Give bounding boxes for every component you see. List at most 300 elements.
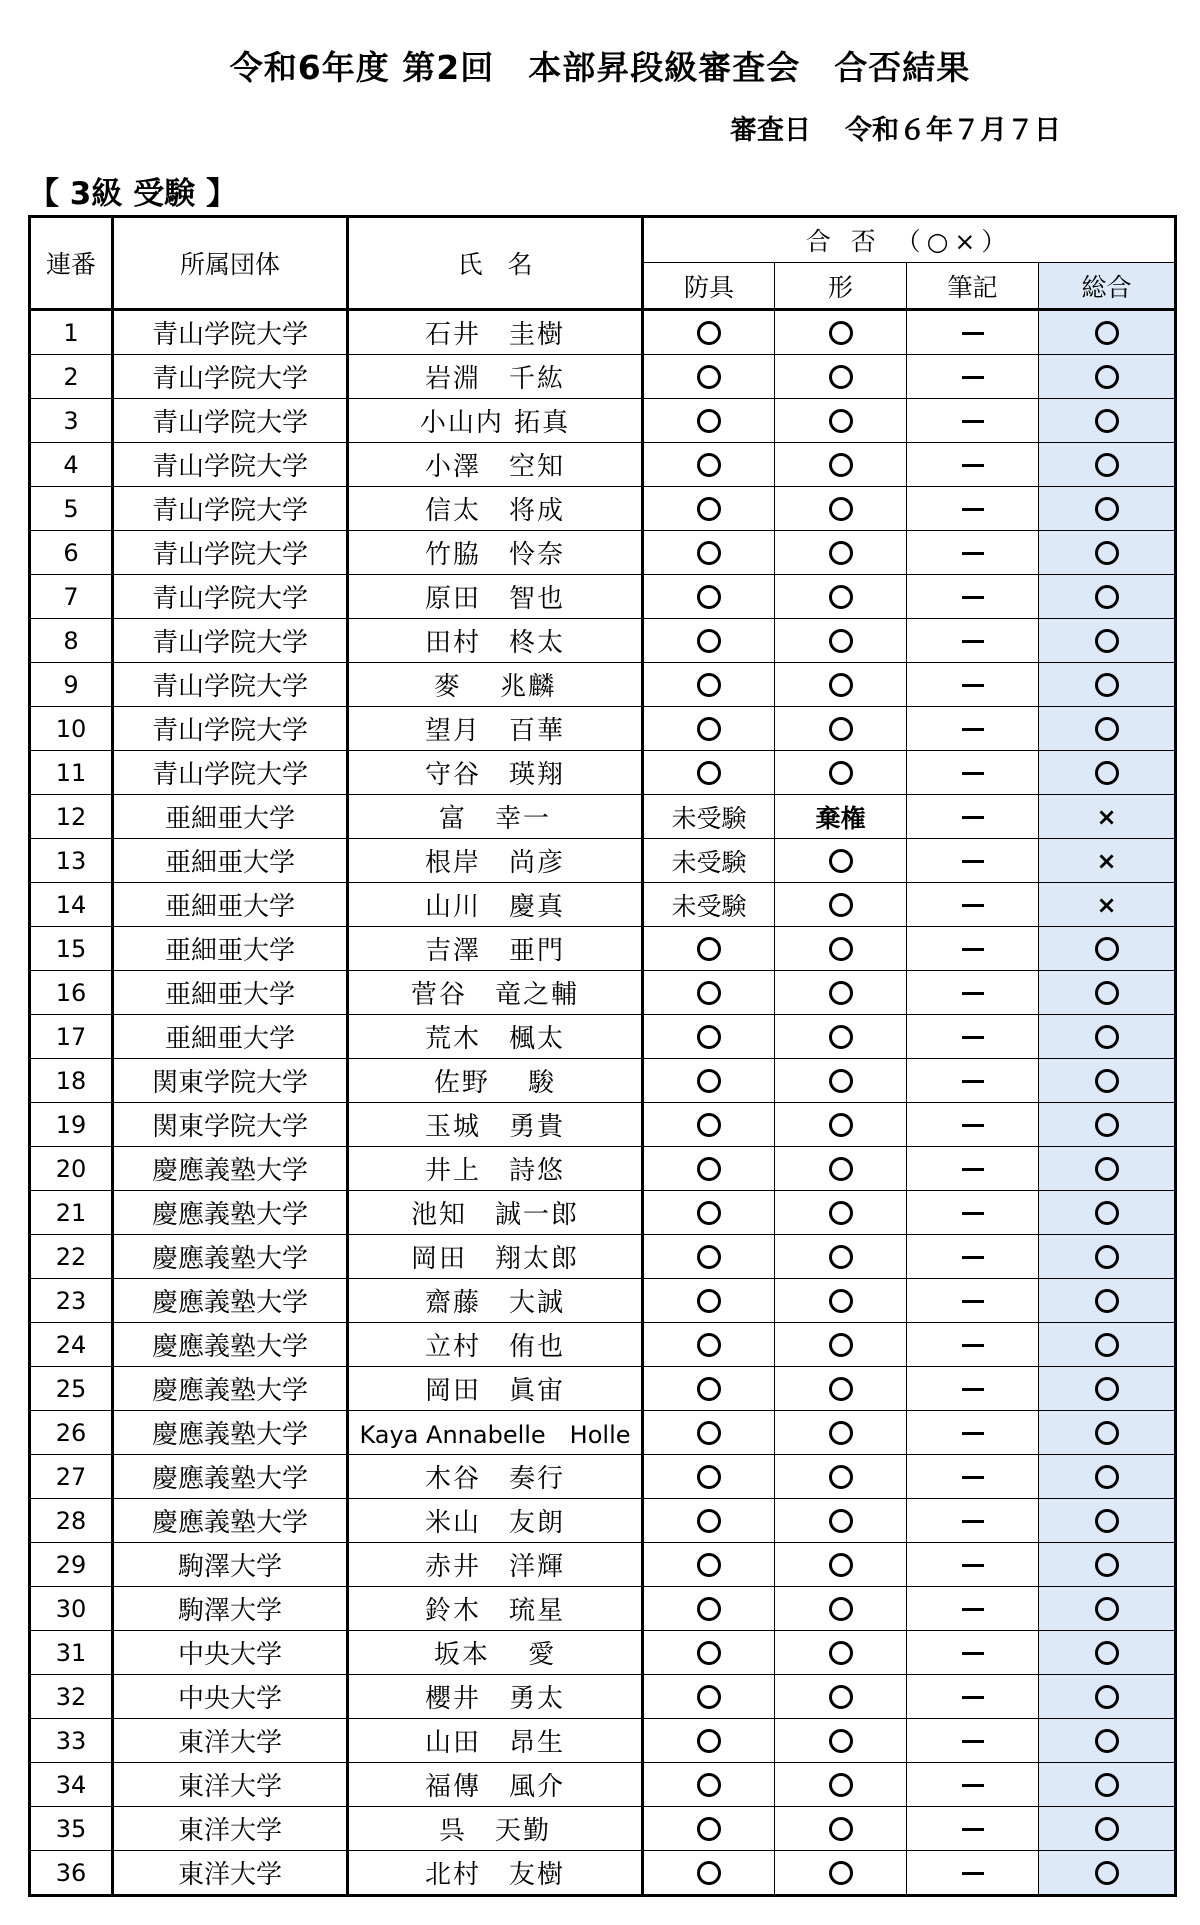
pass-circle-icon	[1095, 629, 1119, 653]
row-written-result	[907, 575, 1039, 619]
dash-icon	[962, 772, 984, 775]
table-row	[30, 531, 1176, 575]
result-text: 未受験	[671, 847, 747, 877]
row-name	[348, 1235, 643, 1279]
pass-circle-icon	[697, 1509, 721, 1533]
row-kata-result	[775, 707, 907, 751]
pass-circle-icon	[829, 1597, 853, 1621]
row-organization	[113, 1719, 348, 1763]
row-name-text: 岡田 翔太郎	[410, 1244, 579, 1274]
row-number-text: 6	[63, 538, 79, 567]
pass-circle-icon	[697, 365, 721, 389]
row-written-result	[907, 1543, 1039, 1587]
pass-circle-icon	[697, 1157, 721, 1181]
row-armor-result	[643, 1147, 775, 1191]
row-number-text: 14	[55, 890, 87, 919]
table-row	[30, 795, 1176, 839]
row-total-result	[1039, 1059, 1176, 1103]
row-name-text: 守谷 瑛翔	[424, 760, 565, 790]
row-number-text: 34	[55, 1770, 87, 1799]
table-row	[30, 883, 1176, 927]
row-armor-result	[643, 883, 775, 927]
row-total-result	[1039, 707, 1176, 751]
row-number-text: 28	[55, 1506, 87, 1535]
row-kata-result	[775, 1323, 907, 1367]
row-name-text: 山田 昂生	[424, 1728, 565, 1758]
row-name	[348, 1411, 643, 1455]
row-number-text: 4	[63, 450, 79, 479]
header-result-group: 合 否 （○×）	[643, 217, 1176, 263]
row-written-result	[907, 619, 1039, 663]
dash-icon	[962, 1256, 984, 1259]
row-organization-text: 青山学院大学	[151, 584, 308, 614]
row-kata-result	[775, 1147, 907, 1191]
row-number	[30, 1807, 113, 1851]
row-kata-result	[775, 1719, 907, 1763]
row-organization	[113, 531, 348, 575]
row-total-result	[1039, 443, 1176, 487]
dash-icon	[962, 1828, 984, 1831]
row-name	[348, 883, 643, 927]
pass-circle-icon	[829, 981, 853, 1005]
row-organization-text: 関東学院大学	[151, 1112, 308, 1142]
row-total-result	[1039, 575, 1176, 619]
pass-circle-icon	[829, 849, 853, 873]
row-armor-result	[643, 619, 775, 663]
row-number	[30, 839, 113, 883]
table-row	[30, 971, 1176, 1015]
table-header	[30, 217, 1176, 310]
row-armor-result	[643, 531, 775, 575]
row-kata-result	[775, 619, 907, 663]
row-organization-text: 亜細亜大学	[164, 892, 295, 922]
row-number	[30, 310, 113, 355]
row-name	[348, 1367, 643, 1411]
row-armor-result	[643, 575, 775, 619]
row-name-text: 原田 智也	[424, 584, 565, 614]
row-written-result	[907, 1411, 1039, 1455]
dash-icon	[962, 1740, 984, 1743]
row-written-result	[907, 1587, 1039, 1631]
row-number-text: 11	[55, 758, 87, 787]
row-name	[348, 1807, 643, 1851]
row-written-result	[907, 1235, 1039, 1279]
row-name-text: 岩淵 千紘	[424, 364, 565, 394]
pass-circle-icon	[697, 1421, 721, 1445]
row-organization-text: 青山学院大学	[151, 408, 308, 438]
table-row	[30, 927, 1176, 971]
table-row	[30, 1631, 1176, 1675]
pass-circle-icon	[829, 1113, 853, 1137]
dash-icon	[962, 992, 984, 995]
row-kata-result	[775, 355, 907, 399]
row-name	[348, 751, 643, 795]
row-total-result	[1039, 1675, 1176, 1719]
row-name-text: 望月 百華	[424, 716, 565, 746]
row-organization	[113, 751, 348, 795]
dash-icon	[962, 684, 984, 687]
table-row	[30, 663, 1176, 707]
dash-icon	[962, 332, 984, 335]
row-organization-text: 東洋大学	[177, 1860, 282, 1890]
pass-circle-icon	[1095, 1421, 1119, 1445]
dash-icon	[962, 1080, 984, 1083]
row-kata-result	[775, 971, 907, 1015]
row-written-result	[907, 531, 1039, 575]
row-name	[348, 1015, 643, 1059]
row-organization-text: 慶應義塾大学	[151, 1288, 308, 1318]
pass-circle-icon	[829, 321, 853, 345]
pass-circle-icon	[829, 673, 853, 697]
row-organization	[113, 927, 348, 971]
row-name	[348, 1719, 643, 1763]
row-kata-result	[775, 795, 907, 839]
row-number-text: 2	[63, 362, 79, 391]
row-total-result	[1039, 883, 1176, 927]
pass-circle-icon	[829, 1421, 853, 1445]
row-name-text: 鈴木 琉星	[424, 1596, 565, 1626]
row-kata-result	[775, 751, 907, 795]
table-row	[30, 1763, 1176, 1807]
row-armor-result	[643, 1675, 775, 1719]
pass-circle-icon	[1095, 1113, 1119, 1137]
row-number	[30, 1235, 113, 1279]
pass-circle-icon	[1095, 1597, 1119, 1621]
row-organization-text: 東洋大学	[177, 1816, 282, 1846]
pass-circle-icon	[697, 409, 721, 433]
row-name	[348, 1147, 643, 1191]
row-organization	[113, 1587, 348, 1631]
row-name	[348, 1543, 643, 1587]
row-number-text: 1	[63, 318, 79, 347]
row-name	[348, 1191, 643, 1235]
row-written-result	[907, 310, 1039, 355]
row-organization-text: 青山学院大学	[151, 628, 308, 658]
table-row	[30, 751, 1176, 795]
row-organization-text: 青山学院大学	[151, 760, 308, 790]
row-number-text: 17	[55, 1022, 87, 1051]
row-organization	[113, 487, 348, 531]
row-organization-text: 東洋大学	[177, 1772, 282, 1802]
row-written-result	[907, 1499, 1039, 1543]
table-row	[30, 487, 1176, 531]
row-name	[348, 531, 643, 575]
row-number	[30, 1499, 113, 1543]
row-number-text: 26	[55, 1418, 87, 1447]
row-organization	[113, 443, 348, 487]
row-organization-text: 亜細亜大学	[164, 980, 295, 1010]
pass-circle-icon	[697, 1113, 721, 1137]
table-row	[30, 1279, 1176, 1323]
pass-circle-icon	[1095, 981, 1119, 1005]
dash-icon	[962, 596, 984, 599]
row-name-text: 麥 兆麟	[433, 672, 557, 702]
row-kata-result	[775, 443, 907, 487]
row-organization-text: 慶應義塾大学	[151, 1244, 308, 1274]
row-number	[30, 1763, 113, 1807]
row-organization-text: 亜細亜大学	[164, 936, 295, 966]
row-organization-text: 亜細亜大学	[164, 804, 295, 834]
row-number-text: 22	[55, 1242, 87, 1271]
pass-circle-icon	[697, 541, 721, 565]
row-written-result	[907, 1367, 1039, 1411]
table-row	[30, 1675, 1176, 1719]
dash-icon	[962, 1300, 984, 1303]
row-total-result	[1039, 1851, 1176, 1896]
dash-icon	[962, 1036, 984, 1039]
pass-circle-icon	[1095, 1025, 1119, 1049]
row-organization	[113, 1675, 348, 1719]
row-kata-result	[775, 1763, 907, 1807]
row-name	[348, 487, 643, 531]
row-number	[30, 399, 113, 443]
row-kata-result	[775, 531, 907, 575]
row-organization-text: 駒澤大学	[177, 1552, 282, 1582]
row-written-result	[907, 1191, 1039, 1235]
row-number	[30, 1103, 113, 1147]
pass-circle-icon	[697, 717, 721, 741]
pass-circle-icon	[697, 1729, 721, 1753]
row-kata-result	[775, 1059, 907, 1103]
row-total-result	[1039, 531, 1176, 575]
dash-icon	[962, 728, 984, 731]
row-kata-result	[775, 1367, 907, 1411]
fail-cross-icon: ×	[1096, 802, 1117, 831]
row-number	[30, 1279, 113, 1323]
row-armor-result	[643, 1323, 775, 1367]
pass-circle-icon	[1095, 321, 1119, 345]
dash-icon	[962, 1124, 984, 1127]
pass-circle-icon	[697, 981, 721, 1005]
row-written-result	[907, 1675, 1039, 1719]
row-total-result	[1039, 1323, 1176, 1367]
row-armor-result	[643, 1851, 775, 1896]
pass-circle-icon	[697, 1773, 721, 1797]
dash-icon	[962, 1608, 984, 1611]
row-organization-text: 慶應義塾大学	[151, 1156, 308, 1186]
pass-circle-icon	[1095, 1861, 1119, 1885]
table-row	[30, 1807, 1176, 1851]
row-number	[30, 531, 113, 575]
pass-circle-icon	[697, 1025, 721, 1049]
row-armor-result	[643, 1587, 775, 1631]
dash-icon	[962, 1476, 984, 1479]
row-organization-text: 慶應義塾大学	[151, 1508, 308, 1538]
row-total-result	[1039, 1807, 1176, 1851]
row-total-result	[1039, 1631, 1176, 1675]
row-armor-result	[643, 355, 775, 399]
row-name-text: 櫻井 勇太	[424, 1684, 565, 1714]
row-kata-result	[775, 1499, 907, 1543]
row-total-result	[1039, 1543, 1176, 1587]
row-name-text: 田村 柊太	[424, 628, 565, 658]
row-total-result	[1039, 619, 1176, 663]
dash-icon	[962, 1344, 984, 1347]
row-number	[30, 1675, 113, 1719]
row-name	[348, 707, 643, 751]
table-row	[30, 839, 1176, 883]
row-number	[30, 1323, 113, 1367]
row-number	[30, 487, 113, 531]
pass-circle-icon	[829, 1377, 853, 1401]
dash-icon	[962, 1564, 984, 1567]
row-kata-result	[775, 663, 907, 707]
row-total-result	[1039, 1103, 1176, 1147]
row-total-result	[1039, 1455, 1176, 1499]
row-total-result	[1039, 1367, 1176, 1411]
pass-circle-icon	[697, 673, 721, 697]
row-written-result	[907, 795, 1039, 839]
table-row	[30, 1719, 1176, 1763]
pass-circle-icon	[1095, 1509, 1119, 1533]
row-number	[30, 443, 113, 487]
dash-icon	[962, 420, 984, 423]
row-armor-result	[643, 1015, 775, 1059]
pass-circle-icon	[829, 1025, 853, 1049]
row-organization	[113, 1147, 348, 1191]
table-row	[30, 1499, 1176, 1543]
row-total-result	[1039, 1147, 1176, 1191]
row-number	[30, 1191, 113, 1235]
pass-circle-icon	[829, 937, 853, 961]
pass-circle-icon	[1095, 497, 1119, 521]
pass-circle-icon	[697, 1641, 721, 1665]
row-total-result	[1039, 795, 1176, 839]
pass-circle-icon	[1095, 453, 1119, 477]
row-kata-result	[775, 883, 907, 927]
row-name-text: 北村 友樹	[424, 1860, 565, 1890]
row-written-result	[907, 1763, 1039, 1807]
pass-circle-icon	[1095, 1773, 1119, 1797]
row-name-text: 菅谷 竜之輔	[410, 980, 579, 1010]
dash-icon	[962, 464, 984, 467]
row-total-result	[1039, 399, 1176, 443]
row-name-text: 小澤 空知	[424, 452, 565, 482]
table-row	[30, 619, 1176, 663]
row-organization	[113, 1851, 348, 1896]
table-row	[30, 399, 1176, 443]
table-row	[30, 1103, 1176, 1147]
pass-circle-icon	[697, 1597, 721, 1621]
row-number-text: 19	[55, 1110, 87, 1139]
row-number-text: 3	[63, 406, 79, 435]
row-organization-text: 慶應義塾大学	[151, 1420, 308, 1450]
pass-circle-icon	[697, 1289, 721, 1313]
row-organization	[113, 1015, 348, 1059]
dash-icon	[962, 1784, 984, 1787]
row-number-text: 27	[55, 1462, 87, 1491]
row-name-text: 池知 誠一郎	[410, 1200, 579, 1230]
header-name: 氏 名	[348, 217, 643, 310]
row-organization-text: 関東学院大学	[151, 1068, 308, 1098]
dash-icon	[962, 640, 984, 643]
pass-circle-icon	[697, 1685, 721, 1709]
row-kata-result	[775, 1851, 907, 1896]
row-armor-result	[643, 971, 775, 1015]
row-armor-result	[643, 839, 775, 883]
row-number	[30, 1543, 113, 1587]
row-organization	[113, 1103, 348, 1147]
row-armor-result	[643, 1807, 775, 1851]
row-number-text: 24	[55, 1330, 87, 1359]
row-name	[348, 1499, 643, 1543]
row-name	[348, 1763, 643, 1807]
row-kata-result	[775, 839, 907, 883]
table-row	[30, 707, 1176, 751]
table-row	[30, 1323, 1176, 1367]
row-total-result	[1039, 310, 1176, 355]
row-name	[348, 619, 643, 663]
pass-circle-icon	[1095, 1817, 1119, 1841]
row-kata-result	[775, 1235, 907, 1279]
row-organization	[113, 1499, 348, 1543]
row-number	[30, 619, 113, 663]
row-number	[30, 1015, 113, 1059]
result-text: 棄権	[815, 803, 866, 833]
table-row	[30, 310, 1176, 355]
row-name-text: 信太 将成	[424, 496, 565, 526]
fail-cross-icon: ×	[1096, 890, 1117, 919]
row-organization-text: 慶應義塾大学	[151, 1376, 308, 1406]
pass-circle-icon	[1095, 409, 1119, 433]
row-total-result	[1039, 751, 1176, 795]
row-organization	[113, 883, 348, 927]
row-organization-text: 慶應義塾大学	[151, 1464, 308, 1494]
row-number	[30, 575, 113, 619]
row-organization-text: 慶應義塾大学	[151, 1200, 308, 1230]
row-written-result	[907, 1807, 1039, 1851]
row-number	[30, 1147, 113, 1191]
table-row	[30, 1191, 1176, 1235]
row-written-result	[907, 1719, 1039, 1763]
row-armor-result	[643, 1191, 775, 1235]
pass-circle-icon	[829, 1509, 853, 1533]
row-total-result	[1039, 1499, 1176, 1543]
row-name	[348, 399, 643, 443]
pass-circle-icon	[1095, 1641, 1119, 1665]
results-table	[28, 215, 1177, 1897]
row-organization	[113, 1631, 348, 1675]
header-organization: 所属団体	[113, 217, 348, 310]
dash-icon	[962, 1520, 984, 1523]
row-name-text: 齋藤 大誠	[424, 1288, 565, 1318]
row-written-result	[907, 355, 1039, 399]
pass-circle-icon	[697, 497, 721, 521]
pass-circle-icon	[829, 761, 853, 785]
row-number	[30, 355, 113, 399]
row-total-result	[1039, 663, 1176, 707]
row-number-text: 32	[55, 1682, 87, 1711]
row-total-result	[1039, 1411, 1176, 1455]
row-total-result	[1039, 1235, 1176, 1279]
row-number-text: 12	[55, 802, 87, 831]
row-written-result	[907, 751, 1039, 795]
row-name-text: 福傳 風介	[424, 1772, 565, 1802]
row-kata-result	[775, 1587, 907, 1631]
row-organization	[113, 1543, 348, 1587]
row-organization	[113, 663, 348, 707]
row-armor-result	[643, 795, 775, 839]
row-organization	[113, 1763, 348, 1807]
row-written-result	[907, 399, 1039, 443]
row-organization-text: 中央大学	[177, 1684, 282, 1714]
row-kata-result	[775, 1015, 907, 1059]
row-organization-text: 青山学院大学	[151, 452, 308, 482]
row-number	[30, 883, 113, 927]
dash-icon	[962, 376, 984, 379]
row-kata-result	[775, 575, 907, 619]
pass-circle-icon	[1095, 673, 1119, 697]
